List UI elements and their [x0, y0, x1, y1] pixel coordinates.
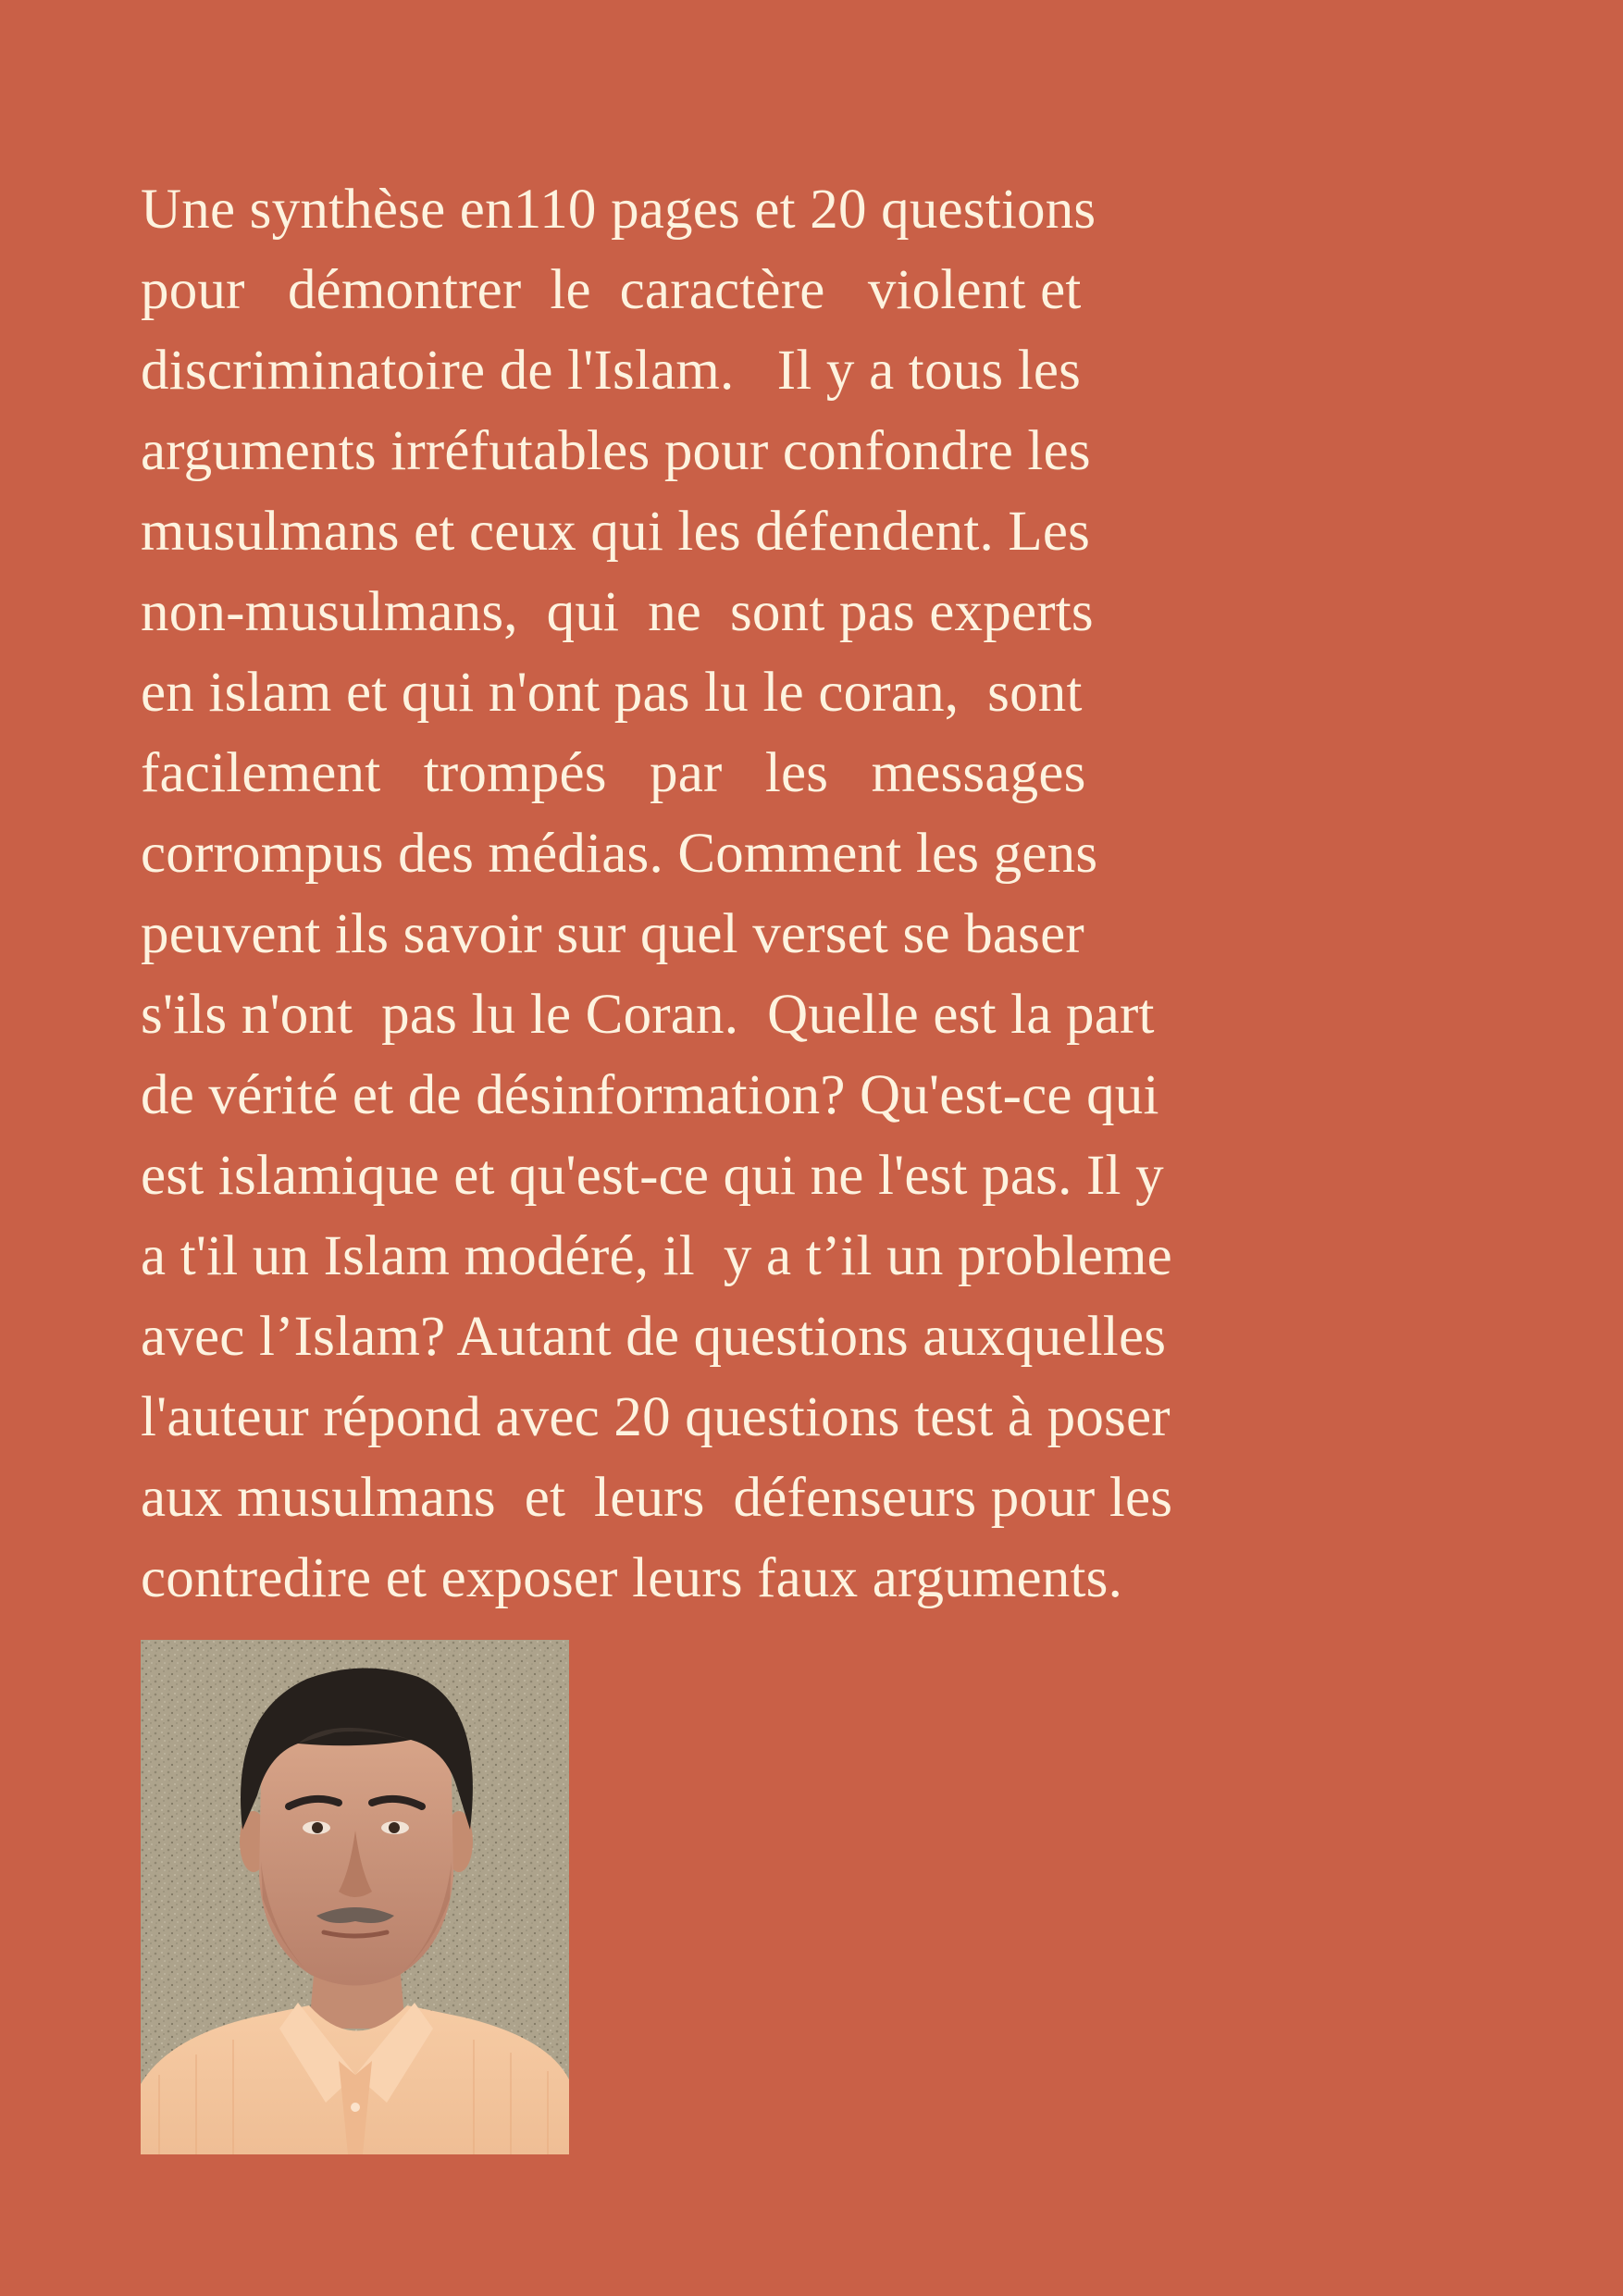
blurb-line: est islamique et qu'est-ce qui ne l'est pas. Il y — [141, 1145, 1164, 1207]
blurb-line: musulmans et ceux qui les défendent. Les — [141, 501, 1091, 563]
blurb-line: l'auteur répond avec 20 questions test à poser — [141, 1386, 1171, 1448]
author-portrait-photo — [141, 1640, 569, 2154]
blurb-line: de vérité et de désinformation? Qu'est-ce qui — [141, 1064, 1159, 1126]
blurb-line: discriminatoire de l'Islam. Il y a tous les — [141, 340, 1082, 402]
book-blurb — [141, 169, 1482, 1619]
blurb-line: aux musulmans et leurs défenseurs pour les — [141, 1467, 1173, 1529]
blurb-line: s'ils n'ont pas lu le Coran. Quelle est la part — [141, 984, 1155, 1046]
blurb-line: contredire et exposer leurs faux arguments. — [141, 1547, 1123, 1609]
blurb-line: facilement trompés par les messages — [141, 742, 1086, 804]
blurb-line: a t'il un Islam modéré, il y a t’il un probleme — [141, 1225, 1172, 1287]
blurb-line: arguments irréfutables pour confondre les — [141, 420, 1091, 482]
blurb-line: pour démontrer le caractère violent et — [141, 259, 1082, 321]
blurb-line: corrompus des médias. Comment les gens — [141, 823, 1098, 885]
blurb-line: peuvent ils savoir sur quel verset se baser — [141, 903, 1084, 965]
blurb-line: en islam et qui n'ont pas lu le coran, sont — [141, 662, 1083, 724]
blurb-line: avec l’Islam? Autant de questions auxquelles — [141, 1306, 1167, 1368]
blurb-line: non-musulmans, qui ne sont pas experts — [141, 581, 1094, 643]
blurb-line: Une synthèse en110 pages et 20 questions — [141, 179, 1096, 241]
